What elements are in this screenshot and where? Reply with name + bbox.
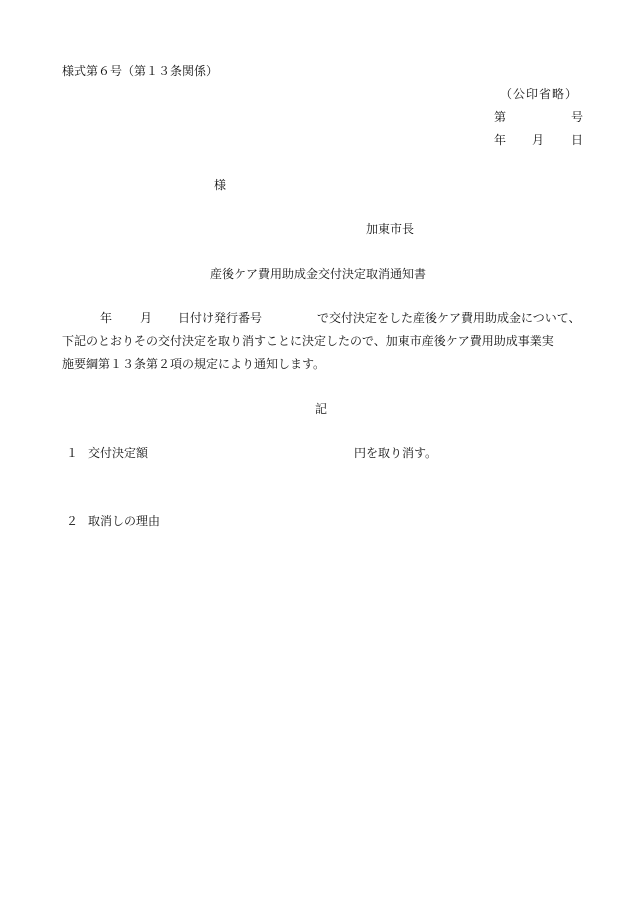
item-2-label: 取消しの理由	[88, 514, 161, 528]
body-year-label: 年	[100, 311, 113, 325]
date-day-label: 日	[571, 133, 584, 147]
date-year-label: 年	[494, 133, 507, 147]
document-number-suffix: 号	[571, 110, 584, 124]
ki-heading: 記	[315, 402, 328, 416]
seal-omitted-note: （公印省略）	[500, 87, 579, 101]
body-month-label: 月	[140, 311, 153, 325]
form-number: 様式第６号（第１３条関係）	[62, 64, 219, 78]
item-1-number: １	[66, 446, 79, 460]
document-number-prefix: 第	[494, 110, 507, 124]
item-2-number: ２	[66, 514, 79, 528]
body-line-3: 施要綱第１３条第２項の規定により通知します。	[62, 357, 326, 371]
addressee-honorific: 様	[214, 178, 227, 192]
date-month-label: 月	[532, 133, 545, 147]
body-line-2: 下記のとおりその交付決定を取り消すことに決定したので、加東市産後ケア費用助成事業実	[62, 334, 554, 348]
issuer-name: 加東市長	[366, 222, 415, 236]
body-line-1-text: で交付決定をした産後ケア費用助成金について、	[317, 311, 581, 325]
item-1-amount-text: 円を取り消す。	[354, 446, 438, 460]
body-date-reference: 日付け発行番号	[178, 311, 263, 325]
item-1-label: 交付決定額	[88, 446, 149, 460]
document-title: 産後ケア費用助成金交付決定取消通知書	[210, 267, 427, 281]
